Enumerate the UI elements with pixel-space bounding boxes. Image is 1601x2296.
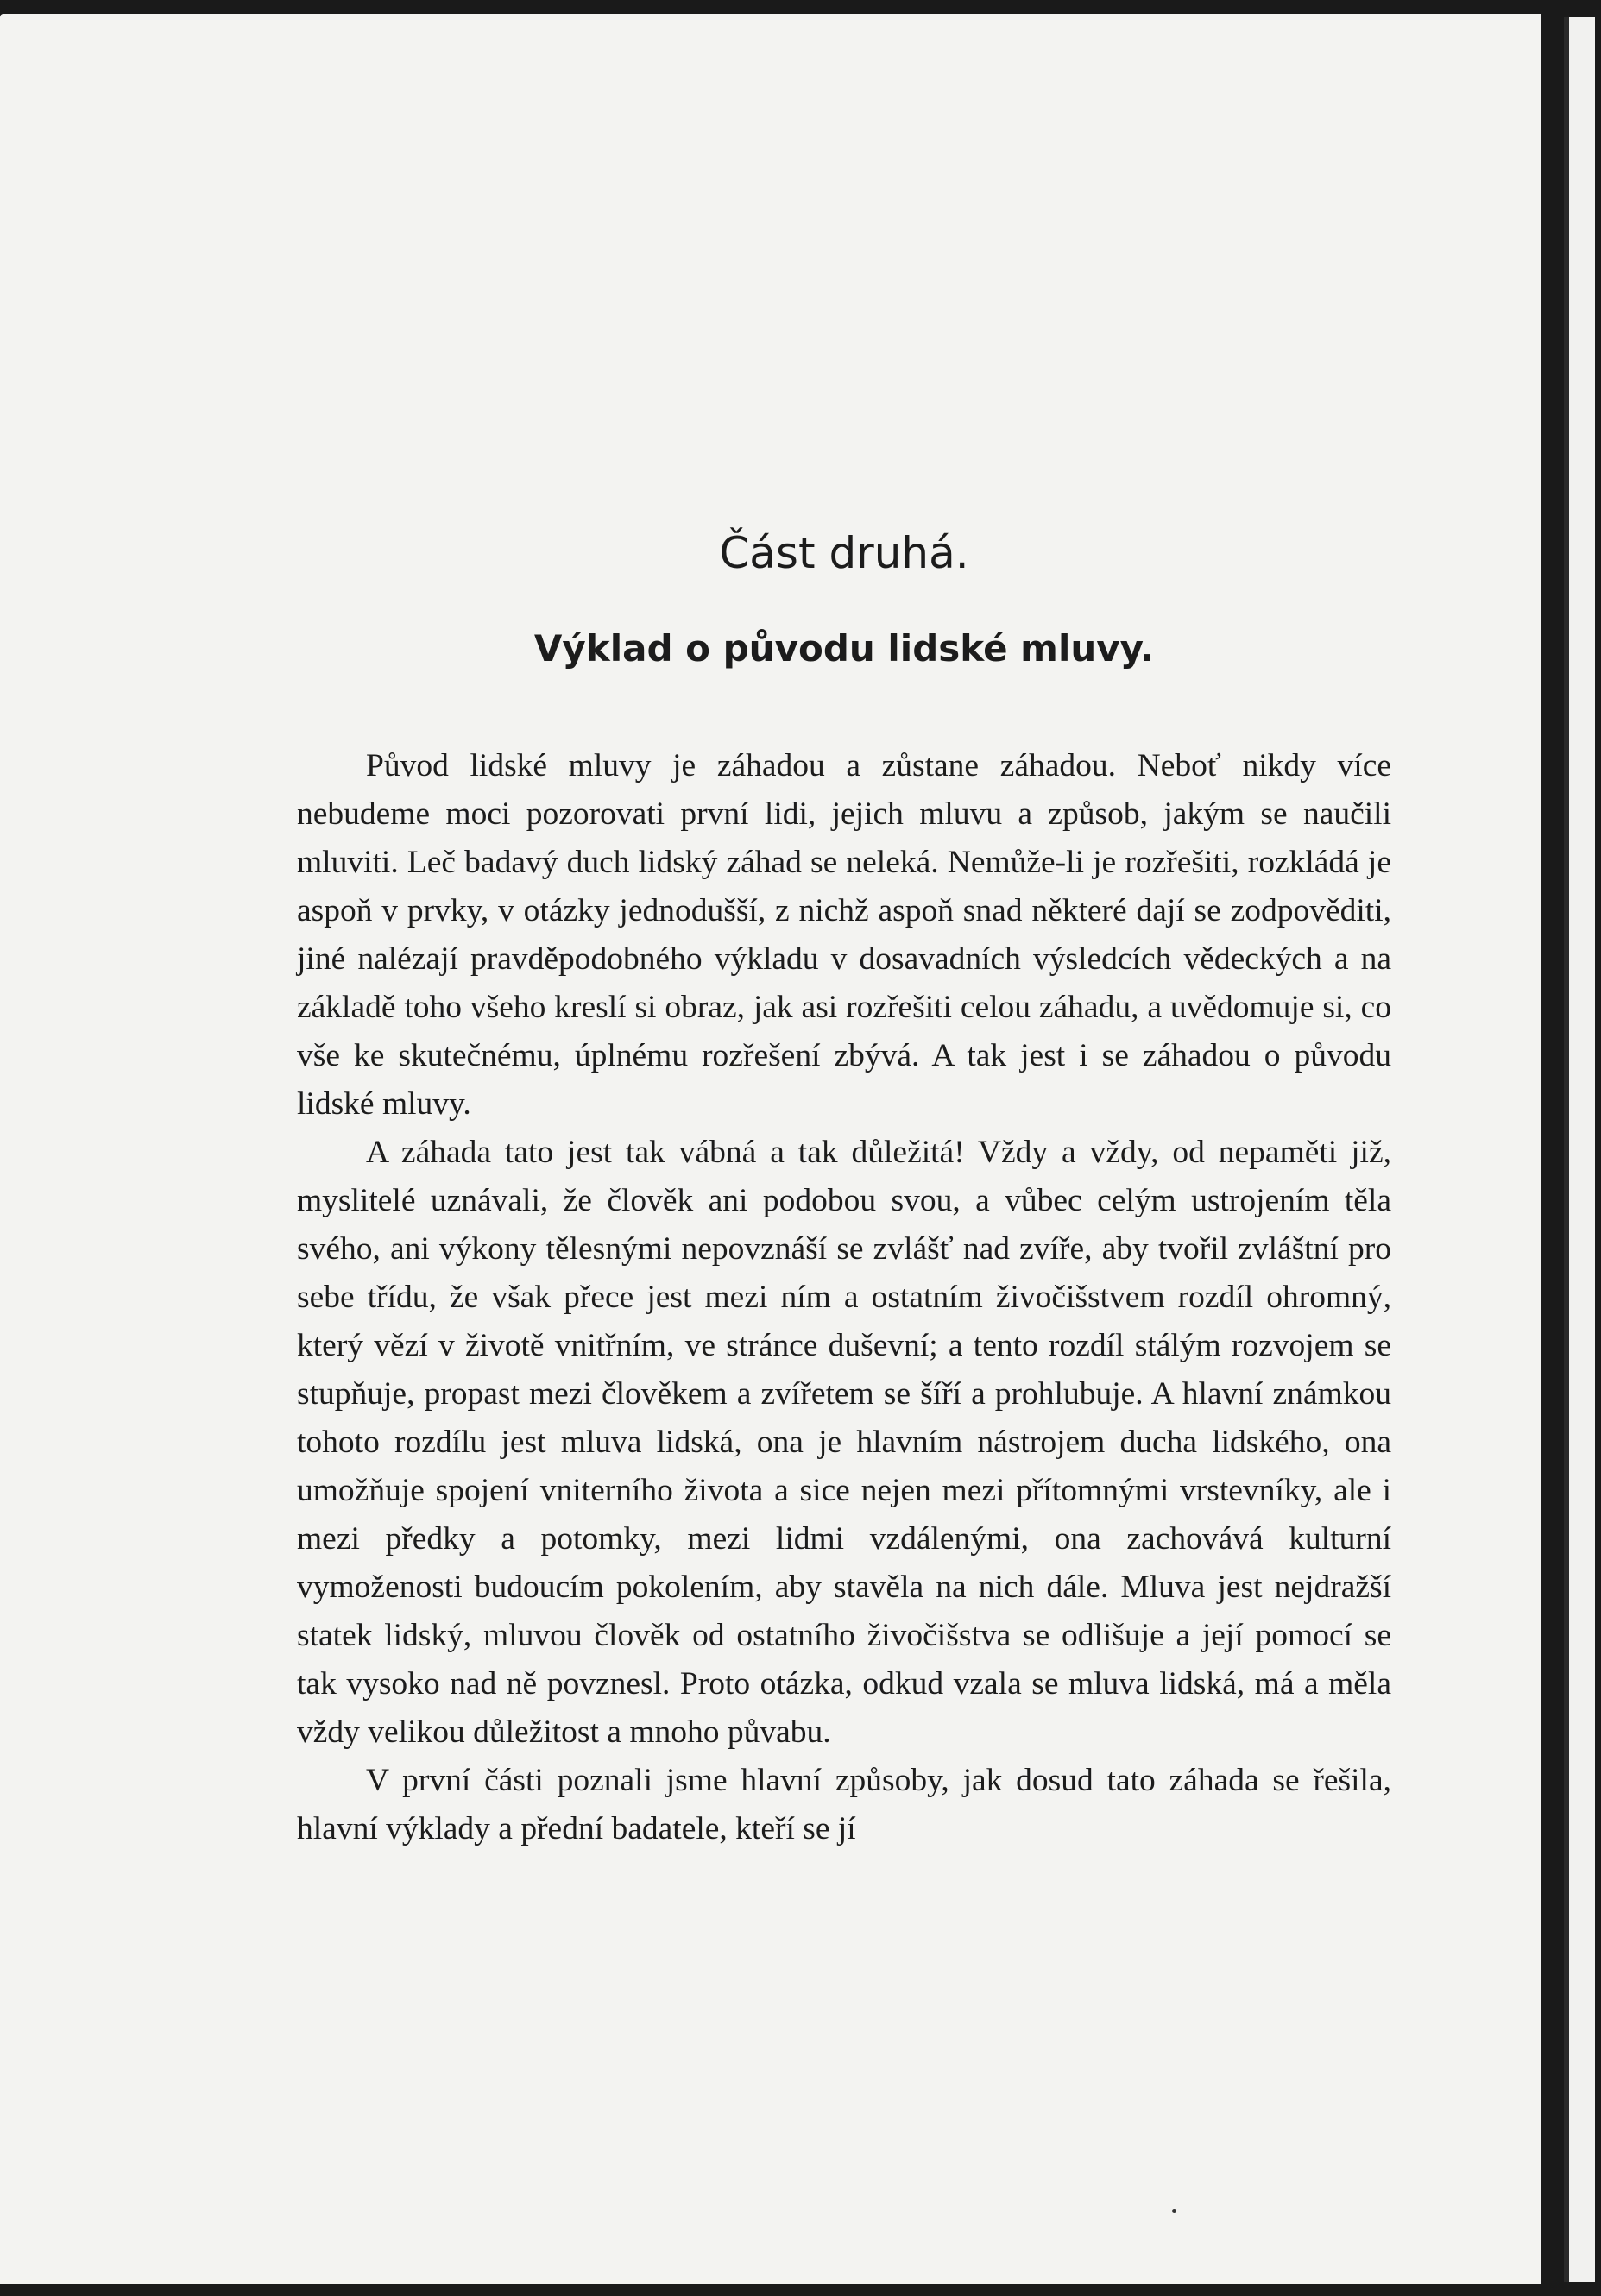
facing-page-edge [1569,17,1595,2282]
book-page [0,14,1541,2284]
paragraph: A záhada tato jest tak vábná a tak důležitá! Vždy a vždy, od nepaměti již, myslitelé uznávali, že člověk ani podobou svou, a vůbec celým ustrojením těla svého, ani výkony tělesnými nepovznáší se zvlášť nad zvíře, aby tvořil zvláštní pro sebe třídu, že však přece jest mezi ním a ostatním živočišstvem rozdíl ohromný, který vězí v životě vnitřním, ve stránce duševní; a tento rozdíl stálým rozvojem se stupňuje, propast mezi člověkem a zvířetem se šíří a prohlubuje. A hlavní známkou tohoto rozdílu jest mluva lidská, ona je hlavním nástrojem ducha lidského, ona umožňuje spojení vniterního života a sice nejen mezi přítomnými vrstevníky, ale i mezi předky a potomky, mezi lidmi vzdálenými, ona zachovává kulturní vymoženosti budoucím pokolením, aby stavěla na nich dále. Mluva jest nejdražší statek lidský, mluvou člověk od ostatního živočišstva se odlišuje a její pomocí se tak vysoko nad ně povznesl. Proto otázka, odkud vzala se mluva lidská, má a měla vždy velikou důležitost a mnoho půvabu. [297,1135,1391,1750]
part-title: Část druhá. [719,528,969,578]
paragraph: Původ lidské mluvy je záhadou a zůstane záhadou. Neboť nikdy více nebudeme moci pozorovati první lidi, jejich mluvu a způsob, jakým se naučili mluviti. Leč badavý duch lidský záhad se neleká. Nemůže-li je rozřešiti, rozkládá je aspoň v prvky, v otázky jednodušší, z nichž aspoň snad některé dají se zodpověditi, jiné nalézají pravděpodobného výkladu v dosavadních výsledcích vědeckých a na základě toho všeho kreslí si obraz, jak asi rozřešiti celou záhadu, a uvědomuje si, co vše ke skutečnému, úplnému rozřešení zbývá. A tak jest i se záhadou o původu lidské mluvy. [297,748,1391,1122]
body-text [297,742,1391,1853]
ink-speck [1172,2209,1176,2213]
section-title: Výklad o původu lidské mluvy. [533,627,1155,670]
paragraph: V první části poznali jsme hlavní způsoby, jak dosud tato záhada se řešila, hlavní výklady a přední badatele, kteří se jí [297,1763,1391,1846]
